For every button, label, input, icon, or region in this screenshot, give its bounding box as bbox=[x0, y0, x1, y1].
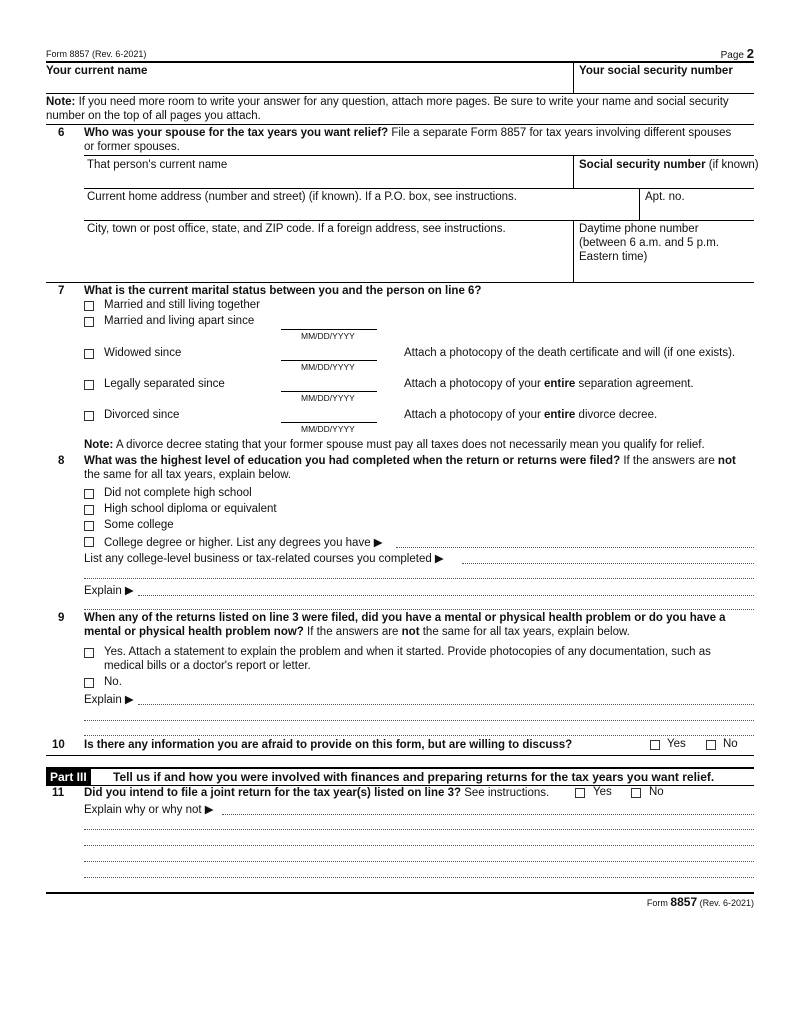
q9-question: When any of the returns listed on line 3 were filed, did you have a mental or physical health problem or do you have a bbox=[84, 612, 726, 624]
q6-rule-1 bbox=[84, 155, 754, 156]
part3-label: Part III bbox=[46, 769, 91, 785]
q7-married-apart-date-format: MM/DD/YYYY bbox=[301, 331, 355, 341]
q11-number: 11 bbox=[52, 787, 65, 799]
q7-separated-attach bbox=[404, 378, 694, 390]
q11-no-label: No bbox=[649, 786, 664, 798]
q6-rule-2 bbox=[84, 188, 754, 189]
q11-explain-label: Explain why or why not ▶ bbox=[84, 804, 214, 816]
q8-some-college-checkbox[interactable] bbox=[84, 521, 94, 531]
q9-no-checkbox[interactable] bbox=[84, 678, 94, 688]
q6-phone-3: Eastern time) bbox=[579, 251, 648, 263]
q10-no-label: No bbox=[723, 738, 738, 750]
q11-explain-field-4[interactable] bbox=[84, 861, 754, 862]
q8-explain-label: Explain ▶ bbox=[84, 585, 134, 597]
footer-form-post: (Rev. 6-2021) bbox=[699, 898, 754, 908]
q11-yes-label: Yes bbox=[593, 786, 612, 798]
header-bottom-rule bbox=[46, 93, 754, 94]
q7-married-apart-date-field[interactable] bbox=[281, 329, 377, 330]
q7-question: What is the current marital status between you and the person on line 6? bbox=[84, 285, 482, 297]
q10-rule bbox=[46, 755, 754, 756]
q9-question-2 bbox=[84, 626, 630, 638]
part3-bottom-rule bbox=[46, 785, 754, 786]
ssn-label: Your social security number bbox=[579, 65, 733, 77]
q9-not: not bbox=[401, 626, 420, 638]
q9-question-bold-2: mental or physical health problem now? bbox=[84, 626, 304, 638]
q10-question: Is there any information you are afraid to provide on this form, but are willing to discuss? bbox=[84, 739, 573, 751]
q8-not: not bbox=[717, 455, 736, 467]
q6-rule-4 bbox=[46, 282, 754, 283]
q8-explain-field[interactable] bbox=[138, 595, 754, 596]
q8-high-school-label: High school diploma or equivalent bbox=[104, 503, 277, 515]
q7-divorced-attach bbox=[404, 409, 657, 421]
q7-married-apart-checkbox[interactable] bbox=[84, 317, 94, 327]
q11-explain-field-3[interactable] bbox=[84, 845, 754, 846]
q6-divider-apt bbox=[639, 188, 640, 220]
q8-degrees-field[interactable] bbox=[396, 547, 754, 548]
q11-yes-checkbox[interactable] bbox=[575, 788, 585, 798]
q6-address-label: Current home address (number and street) (if known). If a P.O. box, see instructions. bbox=[87, 191, 517, 203]
q9-yes-label: Yes. Attach a statement to explain the problem and when it started. Provide photocopies of any documentation, such as bbox=[104, 646, 711, 658]
q10-yes-checkbox[interactable] bbox=[650, 740, 660, 750]
q7-divorced-attach-bold: entire bbox=[544, 409, 576, 421]
q6-question-bold: Who was your spouse for the tax years you want relief? bbox=[84, 127, 389, 139]
q6-ssn-label bbox=[579, 159, 759, 171]
q6-question bbox=[84, 127, 764, 139]
q8-courses-field-2[interactable] bbox=[84, 578, 754, 579]
q6-question-rest-2: or former spouses. bbox=[84, 141, 180, 153]
q8-college-degree-checkbox[interactable] bbox=[84, 537, 94, 547]
q6-ssn-bold: Social security number bbox=[579, 159, 706, 171]
q9-yes-checkbox[interactable] bbox=[84, 648, 94, 658]
q8-some-college-label: Some college bbox=[104, 519, 174, 531]
q8-question bbox=[84, 455, 764, 467]
q10-number: 10 bbox=[52, 739, 65, 751]
q8-courses-field[interactable] bbox=[462, 563, 754, 564]
q7-divorced-date-field[interactable] bbox=[281, 422, 377, 423]
q11-explain-field[interactable] bbox=[222, 814, 754, 815]
q10-no-checkbox[interactable] bbox=[706, 740, 716, 750]
q8-question-rest: If the answers are bbox=[623, 455, 715, 467]
q7-widowed-checkbox[interactable] bbox=[84, 349, 94, 359]
q8-no-high-school-label: Did not complete high school bbox=[104, 487, 252, 499]
note bbox=[46, 96, 756, 108]
footer-rule bbox=[46, 892, 754, 894]
q8-college-degree-label: College degree or higher. List any degrees you have ▶ bbox=[104, 537, 383, 549]
q7-note bbox=[84, 439, 705, 451]
q11-no-checkbox[interactable] bbox=[631, 788, 641, 798]
form-id: Form 8857 (Rev. 6-2021) bbox=[46, 49, 147, 59]
header-divider bbox=[573, 61, 574, 93]
footer-form-num: 8857 bbox=[670, 895, 698, 909]
q7-divorced-attach-pre: Attach a photocopy of your bbox=[404, 409, 541, 421]
q9-rest-post: the same for all tax years, explain below. bbox=[422, 626, 630, 638]
q11-explain-field-2[interactable] bbox=[84, 829, 754, 830]
q7-married-together-checkbox[interactable] bbox=[84, 301, 94, 311]
q6-city-label: City, town or post office, state, and ZIP code. If a foreign address, see instructions. bbox=[87, 223, 506, 235]
q7-divorced-date-format: MM/DD/YYYY bbox=[301, 424, 355, 434]
q9-rest-pre: If the answers are bbox=[307, 626, 399, 638]
q8-explain-field-2[interactable] bbox=[84, 609, 754, 610]
q9-yes-label-2: medical bills or a doctor's report or letter. bbox=[104, 660, 311, 672]
q7-separated-attach-bold: entire bbox=[544, 378, 576, 390]
q7-number: 7 bbox=[58, 285, 65, 297]
q7-separated-checkbox[interactable] bbox=[84, 380, 94, 390]
q11-question-bold: Did you intend to file a joint return for the tax year(s) listed on line 3? bbox=[84, 787, 461, 799]
q8-question-bold: What was the highest level of education you had completed when the return or returns were filed? bbox=[84, 455, 621, 467]
page-label: Page bbox=[720, 50, 744, 61]
q9-explain-field-2[interactable] bbox=[84, 720, 754, 721]
q7-married-apart-label: Married and living apart since bbox=[104, 315, 255, 327]
q8-question-rest-2: the same for all tax years, explain below. bbox=[84, 469, 292, 481]
name-label: Your current name bbox=[46, 65, 148, 77]
q7-widowed-attach: Attach a photocopy of the death certificate and will (if one exists). bbox=[404, 347, 736, 359]
q7-divorced-attach-post: divorce decree. bbox=[578, 409, 658, 421]
q9-explain-field[interactable] bbox=[138, 704, 754, 705]
q6-divider-phone bbox=[573, 220, 574, 282]
q7-divorced-checkbox[interactable] bbox=[84, 411, 94, 421]
q9-number: 9 bbox=[58, 612, 65, 624]
note-label: Note: bbox=[46, 96, 76, 108]
q7-widowed-date-format: MM/DD/YYYY bbox=[301, 362, 355, 372]
q6-question-rest: File a separate Form 8857 for tax years involving different spouses bbox=[391, 127, 732, 139]
q9-explain-label: Explain ▶ bbox=[84, 694, 134, 706]
q7-divorced-label: Divorced since bbox=[104, 409, 180, 421]
note-text: If you need more room to write your answer for any question, attach more pages. Be sure to write your name and social security bbox=[78, 96, 729, 108]
q6-apt-label: Apt. no. bbox=[645, 191, 685, 203]
footer-form-pre: Form bbox=[646, 898, 668, 908]
q8-high-school-checkbox[interactable] bbox=[84, 505, 94, 515]
footer-form-id bbox=[647, 895, 754, 909]
q6-phone-2: (between 6 a.m. and 5 p.m. bbox=[579, 237, 719, 249]
q7-separated-attach-pre: Attach a photocopy of your bbox=[404, 378, 541, 390]
q10-yes-label: Yes bbox=[667, 738, 686, 750]
q7-widowed-date-field[interactable] bbox=[281, 360, 377, 361]
part3-rule bbox=[46, 767, 754, 769]
part3-title: Tell us if and how you were involved with finances and preparing returns for the tax years you want relief. bbox=[113, 770, 715, 784]
q11-question bbox=[84, 787, 549, 799]
page-num: 2 bbox=[746, 46, 754, 61]
q7-separated-date-format: MM/DD/YYYY bbox=[301, 393, 355, 403]
q6-divider-1 bbox=[573, 155, 574, 188]
q7-note-text: A divorce decree stating that your former spouse must pay all taxes does not necessarily mean you qualify for relief. bbox=[115, 439, 705, 451]
q9-no-label: No. bbox=[104, 676, 122, 688]
q9-explain-field-3[interactable] bbox=[84, 735, 754, 736]
q8-no-high-school-checkbox[interactable] bbox=[84, 489, 94, 499]
q7-separated-date-field[interactable] bbox=[281, 391, 377, 392]
note-rule bbox=[46, 124, 754, 125]
q8-number: 8 bbox=[58, 455, 65, 467]
q6-phone-1: Daytime phone number bbox=[579, 223, 699, 235]
q7-widowed-label: Widowed since bbox=[104, 347, 182, 359]
q6-rule-3 bbox=[84, 220, 754, 221]
q11-explain-field-5[interactable] bbox=[84, 877, 754, 878]
q7-note-label: Note: bbox=[84, 439, 114, 451]
page-number bbox=[721, 46, 754, 61]
q6-number: 6 bbox=[58, 127, 65, 139]
q11-see: See instructions. bbox=[464, 787, 550, 799]
q6-ssn-rest: (if known) bbox=[708, 159, 759, 171]
q7-separated-label: Legally separated since bbox=[104, 378, 225, 390]
header-rule bbox=[46, 61, 754, 63]
q8-courses-label: List any college-level business or tax-related courses you completed ▶ bbox=[84, 553, 444, 565]
q7-married-together-label: Married and still living together bbox=[104, 299, 260, 311]
note-text-2: number on the top of all pages you attach. bbox=[46, 110, 261, 122]
q6-person-name-label: That person's current name bbox=[87, 159, 228, 171]
q7-separated-attach-post: separation agreement. bbox=[578, 378, 694, 390]
